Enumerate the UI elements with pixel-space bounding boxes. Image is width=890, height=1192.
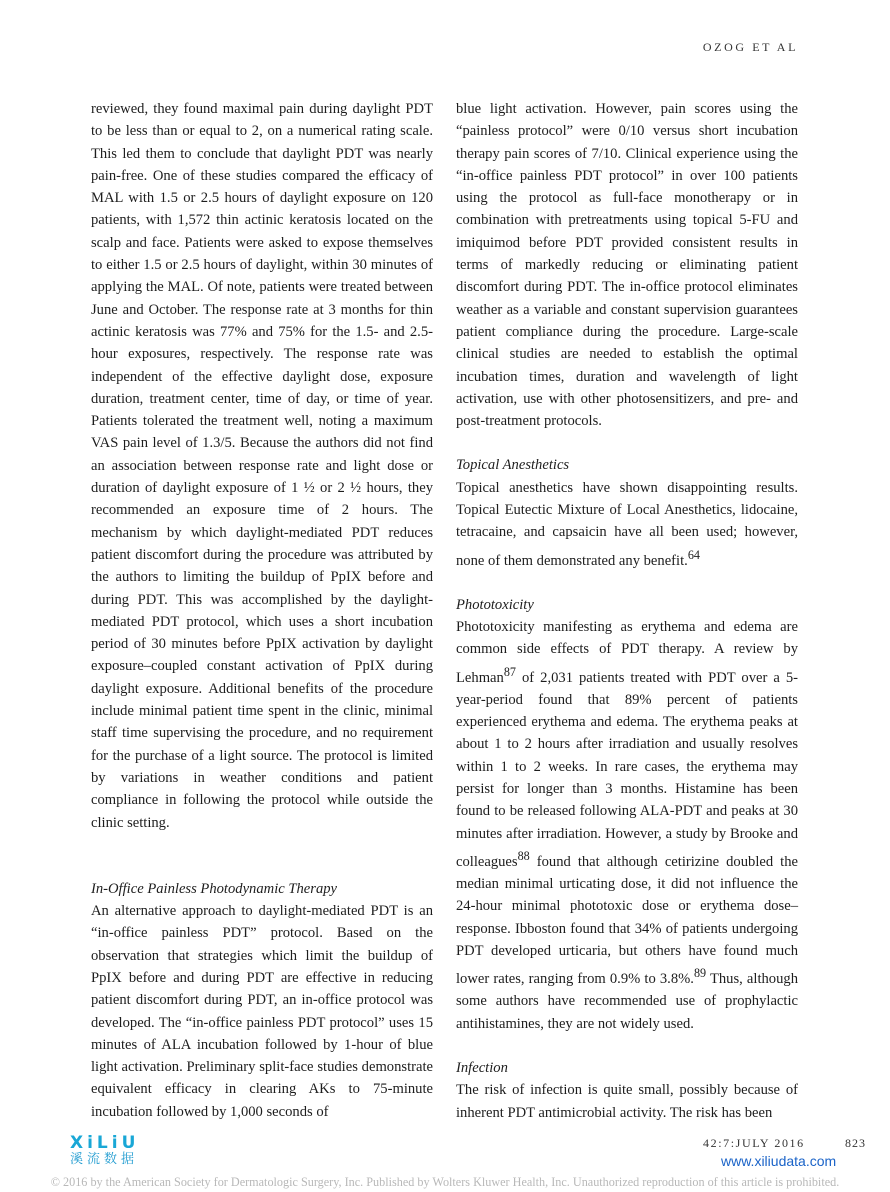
body-paragraph [456,477,798,572]
logo-latin-text: XiLiU [70,1133,140,1153]
issue-date: 42:7:JULY 2016 [703,1136,805,1150]
section-heading-phototoxicity: Phototoxicity [456,596,534,613]
paragraph-text: Topical anesthetics have shown disappointing results. Topical Eutectic Mixture of Local Anesthetics, lidocaine, tetracaine, and capsaicin have all been used; however, none of them demonstrated any benefit. [456,479,798,569]
paragraph-text: Phototoxicity manifesting as erythema and edema are common side effects of PDT therapy. A review by Lehman [456,619,798,686]
reference-superscript[interactable]: 88 [517,848,530,863]
site-url-link[interactable]: www.xiliudata.com [721,1153,837,1169]
section-heading-in-office-pdt: In-Office Painless Photodynamic Therapy [91,880,338,897]
right-column [456,98,798,1124]
left-column [91,98,433,1123]
running-head: OZOG ET AL [702,40,798,54]
page-number: 823 [845,1136,866,1150]
xiliu-logo [70,1134,160,1170]
paragraph-text: found that although cetirizine doubled the median minimal urticating dose, it did not influence the 24-hour minimal phototoxic dose or erythema dose–response. Ibboston found that 34% of patients undergoing PDT developed urticaria, but others have found much lower rates, ranging from 0.9% to 3.8%. [456,853,798,988]
logo-cjk-text: 溪流数据 [70,1152,139,1167]
section-heading-topical-anesthetics: Topical Anesthetics [456,457,570,474]
copyright-notice: © 2016 by the American Society for Dermatologic Surgery, Inc. Published by Wolters Kluwer Health, Inc. Unauthorized reproduction of this article is prohibited. [50,1175,840,1189]
section-heading-infection: Infection [456,1060,508,1077]
body-paragraph [456,616,798,1035]
reference-superscript[interactable]: 89 [693,966,707,981]
body-paragraph: blue light activation. However, pain scores using the “painless protocol” were 0/10 versus short incubation therapy pain scores of 7/10. Clinical experience using the “in-office painless PDT protocol” in over 100 patients using the protocol as full-face monotherapy or in combination with pretreatments using topical 5-FU and imiquimod before PDT provided consistent results in terms of markedly reducing or eliminating patient discomfort during PDT. The in-office protocol eliminates weather as a variable and constant supervision guarantees patient compliance during the procedure. Large-scale clinical studies are needed to establish the optimal incubation times, duration and wavelength of light activation, use with other photosensitizers, and pre- and post-treatment protocols. [456,101,798,430]
reference-superscript[interactable]: 87 [503,664,516,679]
body-paragraph: reviewed, they found maximal pain during daylight PDT to be less than or equal to 2, on a numerical rating scale. This led them to conclude that daylight PDT was nearly pain-free. One of these studies compared the efficacy of MAL with 1.5 or 2.5 hours of daylight exposure on 120 patients, with 1,572 thin actinic keratosis located on the scalp and face. Patients were asked to expose themselves to either 1.5 or 2.5 hours of daylight, within 30 minutes of applying the MAL. Of note, patients were treated between June and October. The response rate at 3 months for thin actinic keratosis was 77% and 75% for the 1.5- and 2.5-hour exposures, respectively. The response rate was independent of the effective daylight dose, exposure duration, treatment center, time of day, or time of year. Patients tolerated the treatment well, noting a maximum VAS pain level of 1.3/5. Because the authors did not find an association between response rate and light dose or duration of daylight exposure of 1 ½ or 2 ½ hours, they recommended an exposure time of 2 hours. The mechanism by which daylight-mediated PDT reduces patient discomfort during the procedure was attributed by the authors to limiting the buildup of PpIX before and during PDT. This was accomplished by the daylight-mediated PDT protocol, which uses a short incubation period of 30 minutes before PpIX activation by daylight exposure–coupled constant activation of PpIX during daylight exposure. Additional benefits of the procedure include minimal patient time spent in the clinic, minimal staff time supervising the procedure, and no requirement for the purchase of a light source. The protocol is limited by variations in weather conditions and patient compliance in following the protocol while outside the clinic setting. [91,101,433,831]
reference-superscript[interactable]: 64 [687,547,700,562]
body-paragraph: The risk of infection is quite small, possibly because of inherent PDT antimicrobial activity. The risk has been [456,1082,798,1121]
paragraph-text: of 2,031 patients treated with PDT over a 5-year-period found that 89% percent of patients experienced erythema and edema. The erythema peaks at about 1 to 2 hours after irradiation and usually resolves within 1 to 2 weeks. In rare cases, the erythema may persist for longer than 3 months. Histamine has been found to be released following ALA-PDT and peaks at 30 minutes after irradiation. However, a study by Brooke and colleagues [456,669,798,870]
body-paragraph: An alternative approach to daylight-mediated PDT is an “in-office painless PDT” protocol. Based on the observation that strategies which limit the buildup of PpIX before and during PDT are effective in reducing patient discomfort during PDT, an in-office protocol was developed. The “in-office painless PDT protocol” uses 15 minutes of ALA incubation followed by 1-hour of blue light activation. Preliminary split-face studies demonstrate equivalent efficacy in clearing AKs to 75-minute incubation followed by 1,000 seconds of [91,903,433,1120]
paragraph-text: Thus, although some authors have recommended use of prophylactic antihistamines, they are not widely used. [456,971,798,1032]
